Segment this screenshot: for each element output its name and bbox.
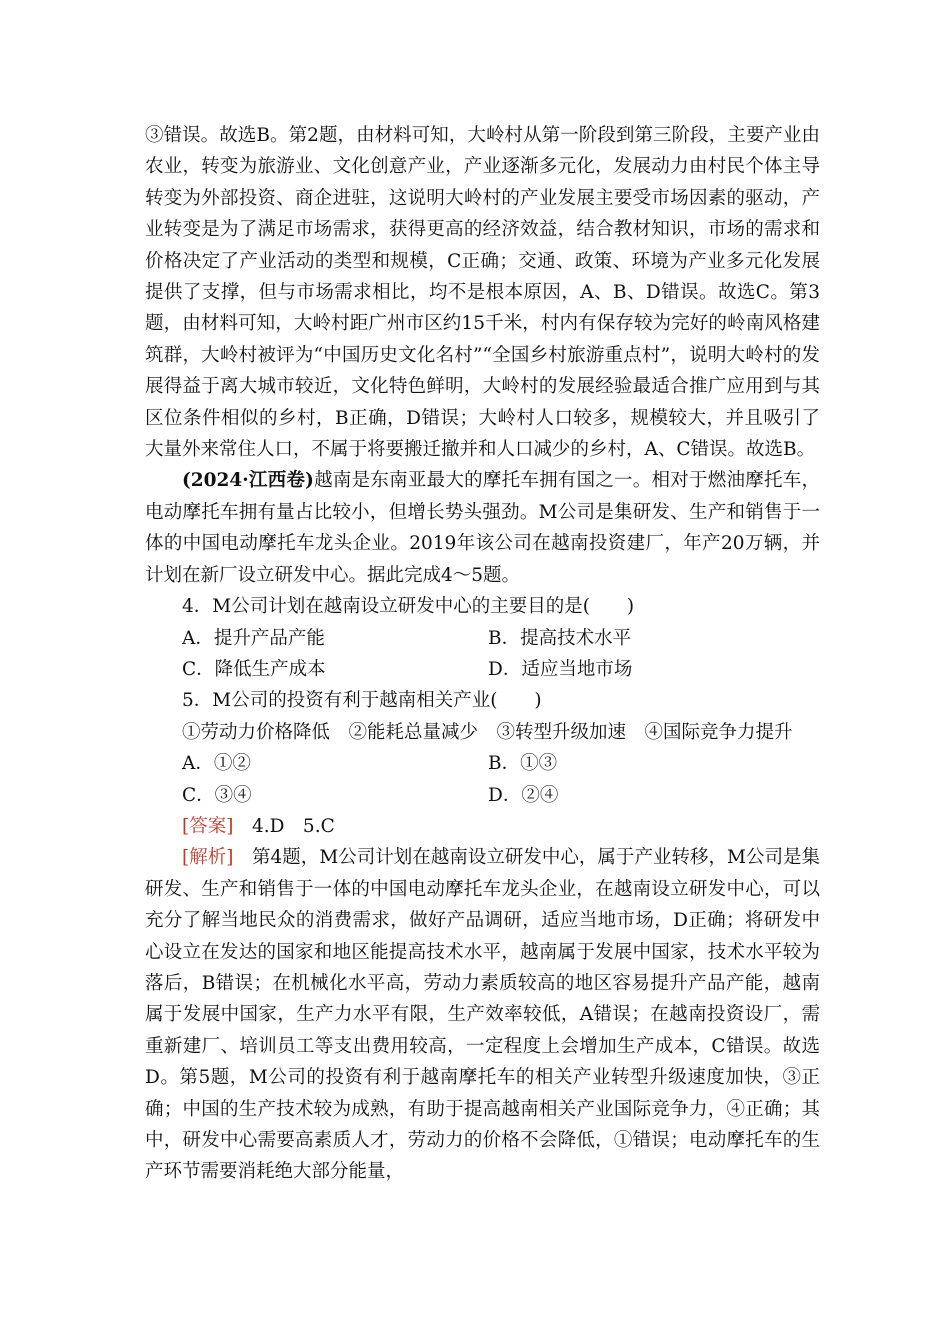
answer-tag: [答案] xyxy=(182,815,234,837)
answer-line xyxy=(145,811,820,842)
material-text: 越南是东南亚最大的摩托车拥有国之一。相对于燃油摩托车，电动摩托车拥有量占比较小，但增长势头强劲。M公司是集研发、生产和销售于一体的中国电动摩托车龙头企业。2019年该公司在越南投资建厂，年产20万辆，并计划在新厂设立研发中心。据此完成4～5题。 xyxy=(145,470,820,586)
question-4-options-row-1 xyxy=(145,623,820,654)
q4-option-b: B．提高技术水平 xyxy=(488,627,632,649)
question-5-options-row-2 xyxy=(145,780,820,811)
q4-option-a: A．提升产品产能 xyxy=(182,627,325,649)
question-5-stem: 5．M公司的投资有利于越南相关产业( ) xyxy=(182,690,542,712)
q5-option-d: D．②④ xyxy=(488,784,559,806)
explanation-paragraph: ③错误。故选B。第2题，由材料可知，大岭村从第一阶段到第三阶段，主要产业由农业，转变为旅游业、文化创意产业，产业逐渐多元化，发展动力由村民个体主导转变为外部投资、商企进驻，这说明大岭村的产业发展主要受市场因素的驱动，产业转变是为了满足市场需求，获得更高的经济效益，结合教材知识，市场的需求和价格决定了产业活动的类型和规模，C正确；交通、政策、环境为产业多元化发展提供了支撑，但与市场需求相比，均不是根本原因，A、B、D错误。故选C。第3题，由材料可知，大岭村距广州市区约15千米，村内有保存较为完好的岭南风格建筑群，大岭村被评为“中国历史文化名村”“全国乡村旅游重点村”，说明大岭村的发展得益于离大城市较近，文化特色鲜明，大岭村的发展经验最适合推广应用到与其区位条件相似的乡村，B正确，D错误；大岭村人口较多，规模较大，并且吸引了大量外来常住人口，不属于将要搬迁撤并和人口减少的乡村，A、C错误。故选B。 xyxy=(145,125,820,461)
q5-option-a: A．①② xyxy=(182,753,251,775)
question-5-statements: ①劳动力价格降低 ②能耗总量减少 ③转型升级加速 ④国际竞争力提升 xyxy=(182,721,793,743)
answer-text: 4.D 5.C xyxy=(251,815,335,837)
analysis-paragraph xyxy=(145,842,820,1187)
analysis-text: 第4题，M公司计划在越南设立研发中心，属于产业转移，M公司是集研发、生产和销售于一体的中国电动摩托车龙头企业，在越南设立研发中心，可以充分了解当地民众的消费需求，做好产品调研，适应当地市场，D正确；将研发中心设立在发达的国家和地区能提高技术水平，越南属于发展中国家，技术水平较为落后，B错误；在机械化水平高，劳动力素质较高的地区容易提升产品产能，越南属于发展中国家，生产力水平有限，生产效率较低，A错误；在越南投资设厂，需重新建厂、培训员工等支出费用较高，一定程度上会增加生产成本，C错误。故选D。第5题，M公司的投资有利于越南摩托车的相关产业转型升级速度加快，③正确；中国的生产技术较为成熟，有助于提高越南相关产业国际竞争力，④正确；其中，研发中心需要高素质人才，劳动力的价格不会降低，①错误；电动摩托车的生产环节需要消耗绝大部分能量， xyxy=(145,847,820,1183)
q4-option-c: C．降低生产成本 xyxy=(182,658,326,680)
analysis-tag: [解析] xyxy=(182,847,234,869)
question-4-options-row-2 xyxy=(145,654,820,685)
q5-option-b: B．①③ xyxy=(488,753,558,775)
q4-option-d: D．适应当地市场 xyxy=(488,658,633,680)
question-source: (2024·江西卷) xyxy=(182,470,314,492)
question-5-options-row-1 xyxy=(145,748,820,779)
document-page xyxy=(145,120,820,1188)
question-material xyxy=(145,465,820,591)
question-4-stem: 4．M公司计划在越南设立研发中心的主要目的是( ) xyxy=(182,596,635,618)
q5-option-c: C．③④ xyxy=(182,784,252,806)
